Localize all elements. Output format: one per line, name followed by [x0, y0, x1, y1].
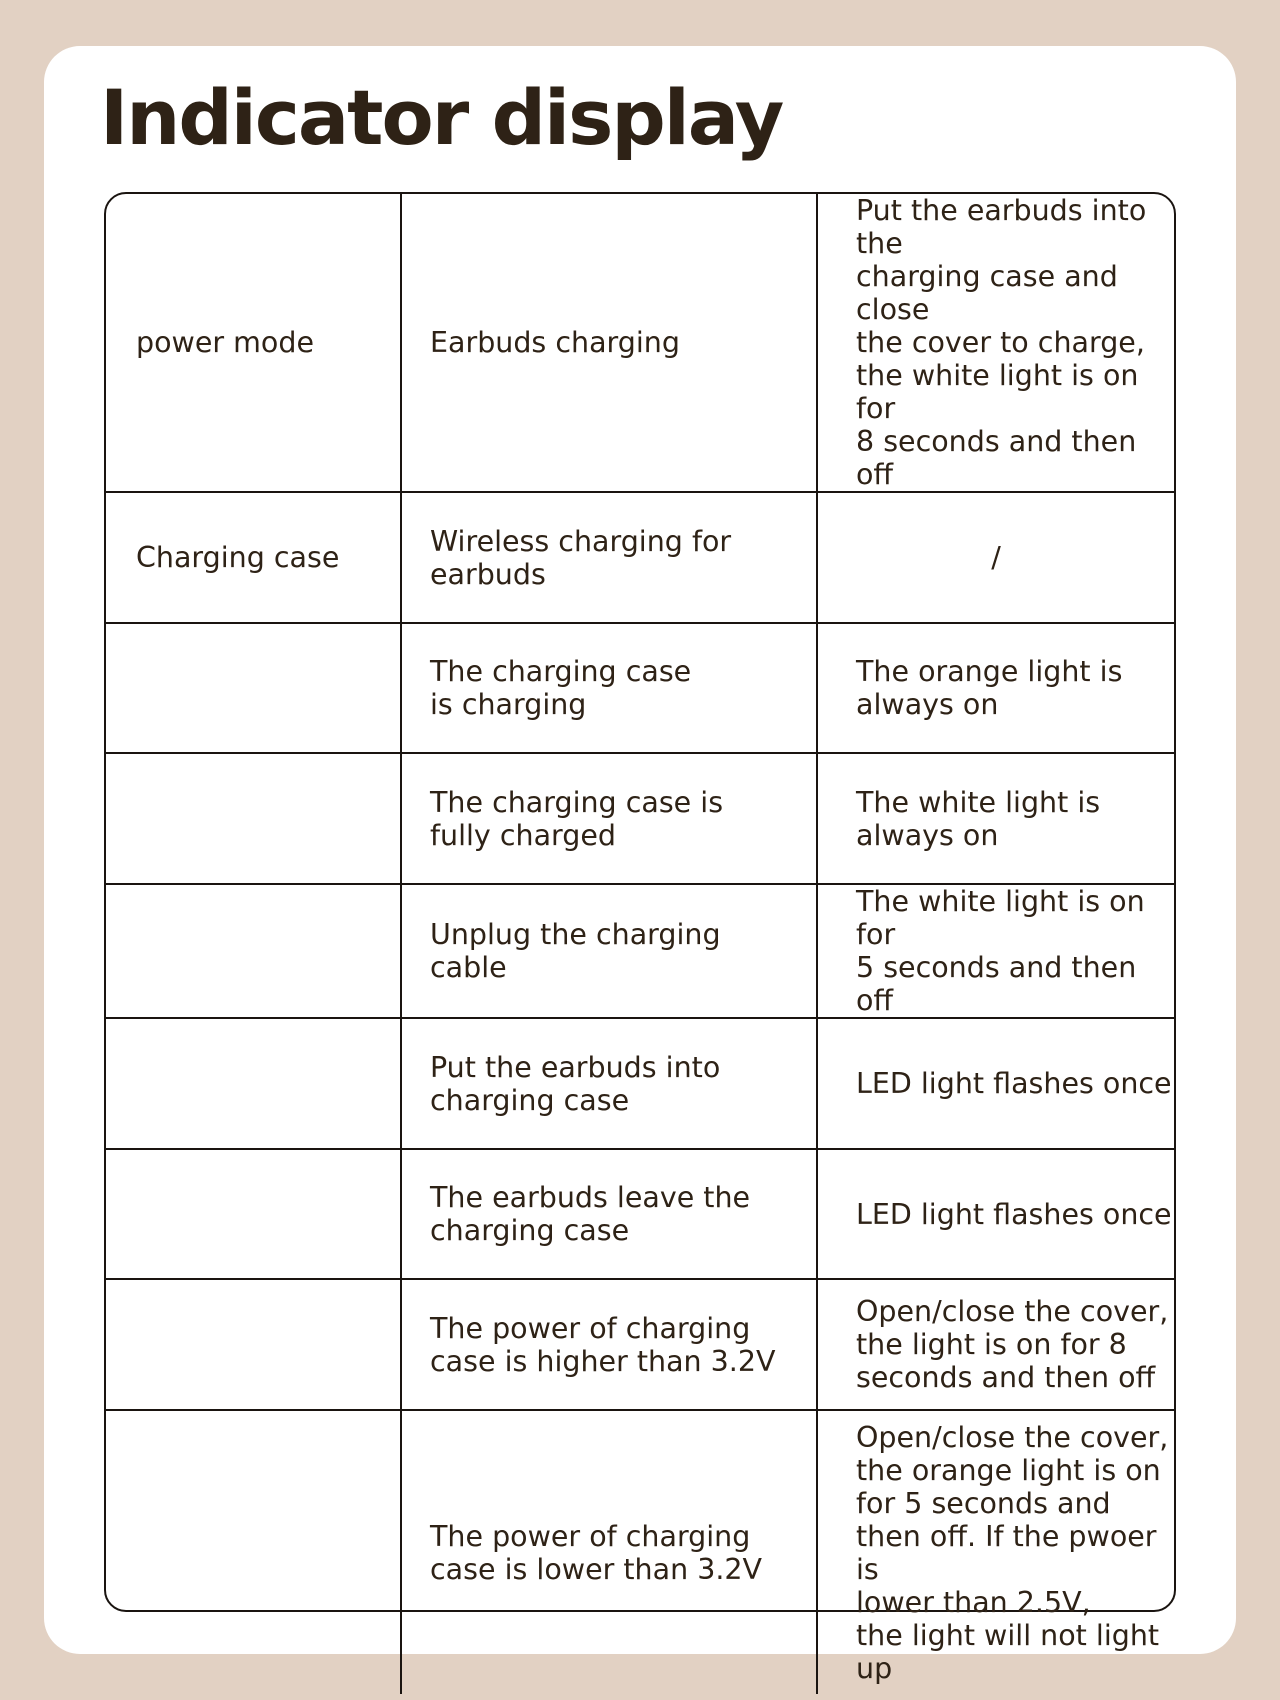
table-row [106, 753, 1174, 884]
table-row [106, 492, 1174, 623]
table-row [106, 623, 1174, 753]
mode-cell [106, 623, 401, 753]
page-title: Indicator display [100, 73, 783, 162]
event-cell: The power of charging case is higher than 3.2V [401, 1279, 817, 1410]
event-cell: Wireless charging for earbuds [401, 492, 817, 623]
indicator-cell: The white light is always on [817, 753, 1174, 884]
mode-cell [106, 753, 401, 884]
mode-cell [106, 1279, 401, 1410]
table-row [106, 884, 1174, 1018]
table-row [106, 194, 1174, 492]
indicator-cell: / [817, 492, 1174, 623]
indicator-cell: LED light flashes once [817, 1149, 1174, 1279]
event-cell: The charging case is charging [401, 623, 817, 753]
indicator-cell: Open/close the cover, the orange light is on for 5 seconds and then off. If the pwoer is lower than 2.5V, the light will not light up [856, 1420, 1169, 1685]
mode-cell [106, 884, 401, 1018]
mode-cell: power mode [106, 194, 401, 492]
mode-cell [106, 1410, 401, 1694]
table-row [106, 1279, 1174, 1410]
indicator-cell: Open/close the cover, the light is on for 8 seconds and then off [817, 1279, 1174, 1410]
table-row [106, 1018, 1174, 1149]
mode-cell [106, 1018, 401, 1149]
indicator-cell: Put the earbuds into the charging case and close the cover to charge, the white light is on for 8 seconds and then off [817, 194, 1174, 492]
table-row [106, 1410, 1174, 1694]
indicator-cell: LED light flashes once [817, 1018, 1174, 1149]
indicator-table [104, 192, 1176, 1685]
event-cell: The power of charging case is lower than 3.2V [401, 1410, 817, 1694]
event-cell: The earbuds leave the charging case [401, 1149, 817, 1279]
event-cell: Put the earbuds into charging case [401, 1018, 817, 1149]
mode-cell [106, 1149, 401, 1279]
event-cell: The charging case is fully charged [401, 753, 817, 884]
indicator-cell: The orange light is always on [817, 623, 1174, 753]
event-cell: Earbuds charging [401, 194, 817, 492]
mode-cell: Charging case [106, 492, 401, 623]
manual-page-card [44, 46, 1236, 1685]
table-row [106, 1149, 1174, 1279]
indicator-cell: The white light is on for 5 seconds and then off [817, 884, 1174, 1018]
event-cell: Unplug the charging cable [401, 884, 817, 1018]
indicator-table-grid [106, 194, 1174, 1694]
